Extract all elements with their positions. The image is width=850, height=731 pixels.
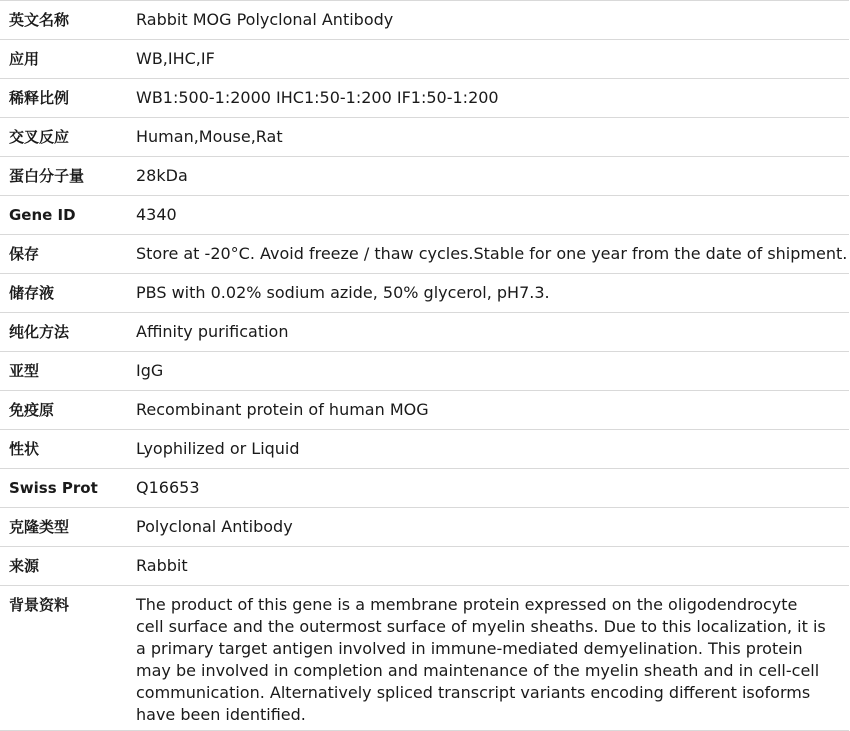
spec-value: Rabbit MOG Polyclonal Antibody <box>136 1 849 40</box>
spec-row-host <box>0 547 849 586</box>
spec-row-swiss-prot <box>0 469 849 508</box>
spec-label: 免疫原 <box>0 391 136 430</box>
spec-value: IgG <box>136 352 849 391</box>
spec-row-cross-reactivity <box>0 118 849 157</box>
spec-label: 储存液 <box>0 274 136 313</box>
spec-value: 4340 <box>136 196 849 235</box>
spec-value: WB1:500-1:2000 IHC1:50-1:200 IF1:50-1:200 <box>136 79 849 118</box>
spec-label: Swiss Prot <box>0 469 136 508</box>
spec-value: Affinity purification <box>136 313 849 352</box>
spec-label: 纯化方法 <box>0 313 136 352</box>
spec-label: 应用 <box>0 40 136 79</box>
spec-value: Rabbit <box>136 547 849 586</box>
spec-value: PBS with 0.02% sodium azide, 50% glycerol, pH7.3. <box>136 274 849 313</box>
spec-row-storage-buffer <box>0 274 849 313</box>
spec-row-background <box>0 586 849 731</box>
spec-row-form <box>0 430 849 469</box>
spec-value: Lyophilized or Liquid <box>136 430 849 469</box>
spec-label: 克隆类型 <box>0 508 136 547</box>
spec-row-english-name <box>0 1 849 40</box>
spec-row-immunogen <box>0 391 849 430</box>
spec-label: 来源 <box>0 547 136 586</box>
spec-value: The product of this gene is a membrane protein expressed on the oligodendrocyte cell surface and the outermost surface of myelin sheaths. Due to this localization, it is a primary target antigen involved in immune-mediated demyelination. This protein may be involved in completion and maintenance of the myelin sheath and in cell-cell communication. Alternatively spliced transcript variants encoding different isoforms have been identified. <box>136 586 849 731</box>
spec-row-dilution <box>0 79 849 118</box>
spec-label: 亚型 <box>0 352 136 391</box>
spec-value: Recombinant protein of human MOG <box>136 391 849 430</box>
spec-row-clonality <box>0 508 849 547</box>
spec-row-isotype <box>0 352 849 391</box>
spec-value: WB,IHC,IF <box>136 40 849 79</box>
spec-label: Gene ID <box>0 196 136 235</box>
spec-row-molecular-weight <box>0 157 849 196</box>
spec-value: Polyclonal Antibody <box>136 508 849 547</box>
spec-row-application <box>0 40 849 79</box>
spec-value: 28kDa <box>136 157 849 196</box>
spec-label: 背景资料 <box>0 586 136 731</box>
spec-label: 保存 <box>0 235 136 274</box>
spec-label: 交叉反应 <box>0 118 136 157</box>
spec-row-storage <box>0 235 849 274</box>
spec-row-gene-id <box>0 196 849 235</box>
spec-value: Store at -20°C. Avoid freeze / thaw cycles.Stable for one year from the date of shipment. <box>136 235 849 274</box>
spec-row-purification <box>0 313 849 352</box>
spec-label: 稀释比例 <box>0 79 136 118</box>
spec-value: Human,Mouse,Rat <box>136 118 849 157</box>
spec-label: 英文名称 <box>0 1 136 40</box>
spec-label: 蛋白分子量 <box>0 157 136 196</box>
spec-value: Q16653 <box>136 469 849 508</box>
spec-label: 性状 <box>0 430 136 469</box>
